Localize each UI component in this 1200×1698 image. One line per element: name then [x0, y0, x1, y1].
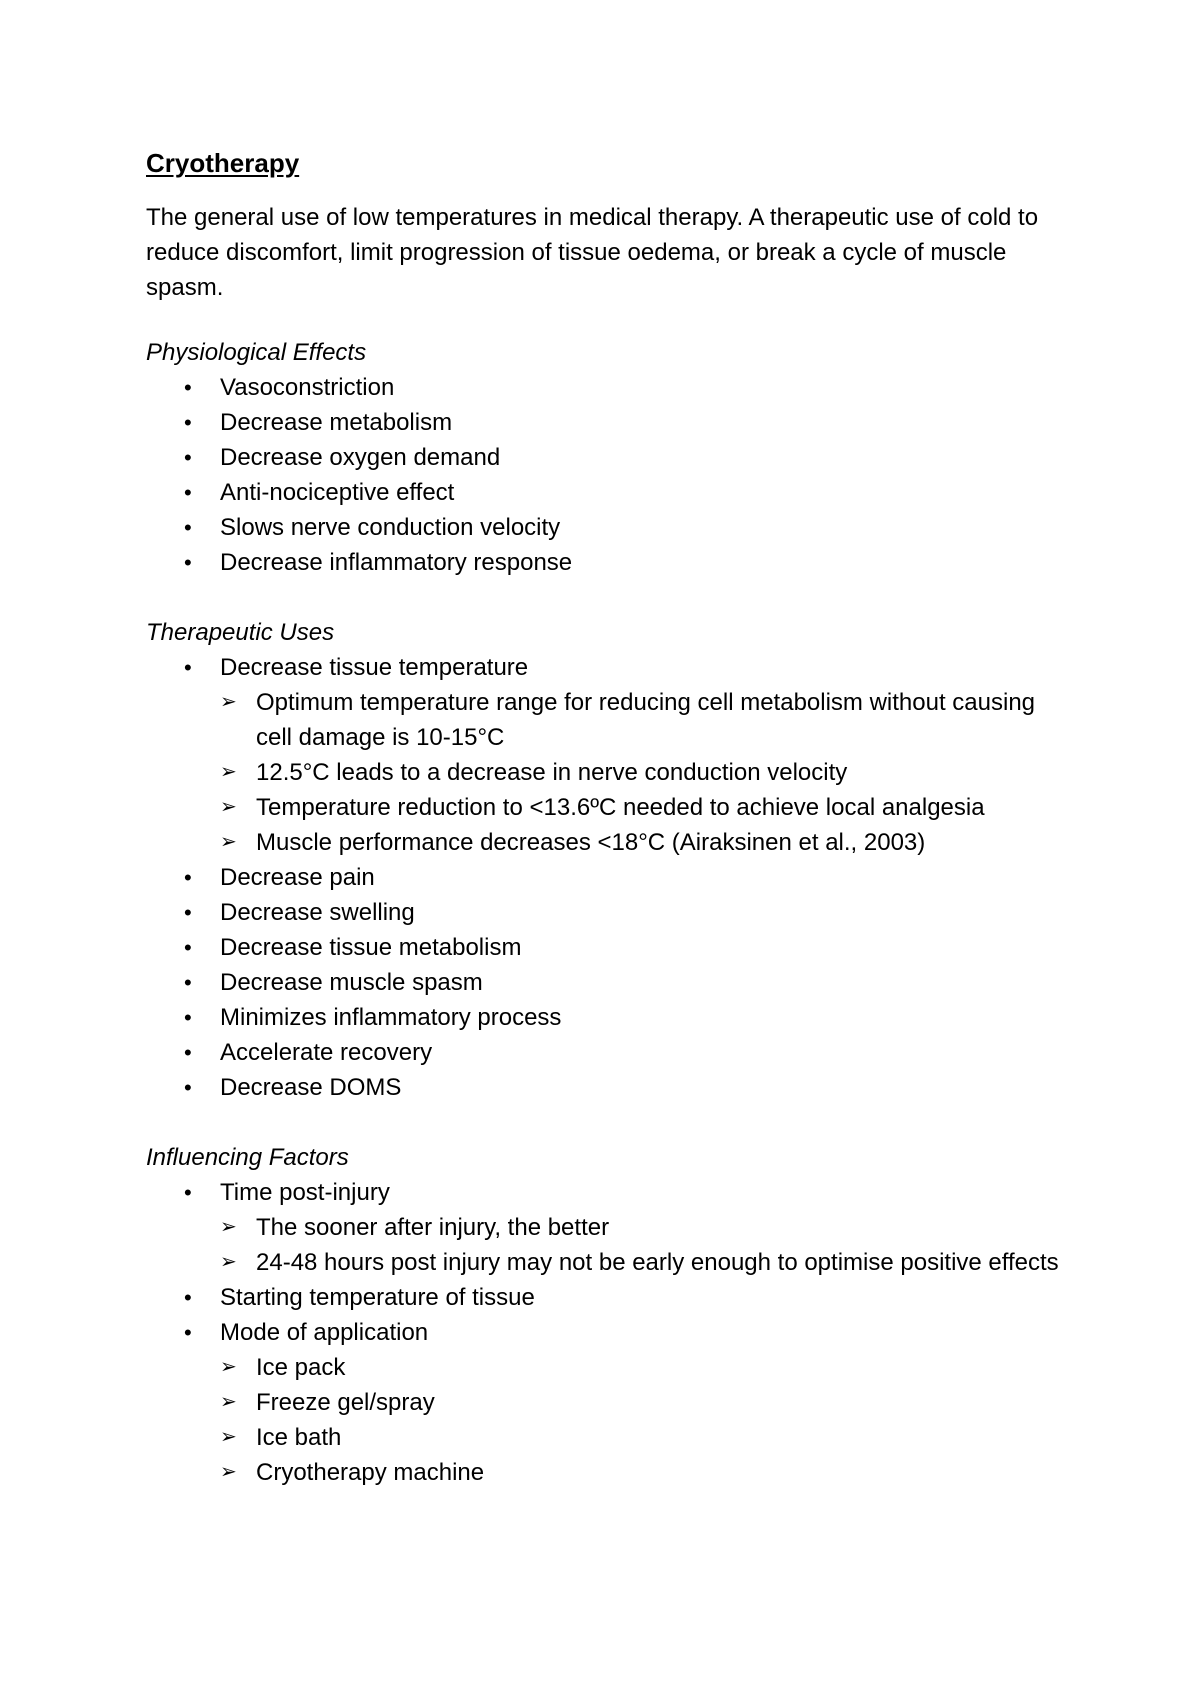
list-item	[146, 370, 1076, 405]
influencing-factors-sublist	[220, 1210, 1076, 1280]
list-item	[146, 440, 1076, 475]
bullet-icon: •	[184, 410, 192, 435]
arrow-bullet-icon: ➢	[220, 1251, 237, 1273]
sub-list-item	[146, 790, 1076, 825]
list-item-text: Decrease oxygen demand	[220, 444, 501, 471]
therapeutic-uses-sublist	[220, 685, 1076, 860]
list-item-text: Decrease tissue temperature	[220, 654, 529, 681]
bullet-icon: •	[184, 900, 192, 925]
arrow-bullet-icon: ➢	[220, 1216, 237, 1238]
list-item-text: Decrease pain	[220, 864, 375, 891]
list-item-text: Minimizes inflammatory process	[220, 1004, 562, 1031]
arrow-bullet-icon: ➢	[220, 761, 237, 783]
bullet-icon: •	[184, 1285, 192, 1310]
section-heading-physiological-effects: Physiological Effects	[146, 339, 367, 366]
bullet-icon: •	[184, 1075, 192, 1100]
document-page	[146, 146, 1076, 1490]
list-item	[146, 475, 1076, 510]
list-item-text: Slows nerve conduction velocity	[220, 514, 561, 541]
bullet-icon: •	[184, 865, 192, 890]
sub-list-item-text: 24-48 hours post injury may not be early enough to optimise positive effects	[256, 1249, 1059, 1276]
bullet-icon: •	[184, 655, 192, 680]
sub-list-item	[146, 1350, 1076, 1385]
sub-list-item-text: Ice bath	[256, 1424, 342, 1451]
list-item	[146, 895, 1076, 930]
list-item	[146, 1280, 1076, 1315]
section-spacer	[146, 580, 1076, 615]
sub-list-item	[146, 685, 1076, 755]
bullet-icon: •	[184, 515, 192, 540]
sub-list-item	[146, 1385, 1076, 1420]
bullet-icon: •	[184, 375, 192, 400]
sub-list-item-text: The sooner after injury, the better	[256, 1214, 610, 1241]
sub-list-item-text: Muscle performance decreases <18°C (Airaksinen et al., 2003)	[256, 829, 926, 856]
sub-list-item	[146, 1420, 1076, 1455]
section-heading-influencing-factors: Influencing Factors	[146, 1144, 349, 1171]
arrow-bullet-icon: ➢	[220, 691, 237, 713]
bullet-icon: •	[184, 1005, 192, 1030]
physiological-effects-list	[146, 370, 1076, 580]
sub-list-item-text: Optimum temperature range for reducing cell metabolism without causing cell damage is 10-15°C	[256, 689, 1036, 751]
sub-list-item-text: 12.5°C leads to a decrease in nerve conduction velocity	[256, 759, 848, 786]
arrow-bullet-icon: ➢	[220, 796, 237, 818]
arrow-bullet-icon: ➢	[220, 1391, 237, 1413]
list-item	[146, 930, 1076, 965]
sub-list-item	[146, 1455, 1076, 1490]
list-item-text: Decrease tissue metabolism	[220, 934, 522, 961]
list-item-text: Decrease metabolism	[220, 409, 453, 436]
list-item	[146, 1315, 1076, 1490]
list-item	[146, 1175, 1076, 1280]
list-item-text: Starting temperature of tissue	[220, 1284, 535, 1311]
list-item-text: Time post-injury	[220, 1179, 390, 1206]
list-item	[146, 405, 1076, 440]
sub-list-item	[146, 1210, 1076, 1245]
list-item-text: Decrease DOMS	[220, 1074, 402, 1101]
sub-list-item-text: Temperature reduction to <13.6ºC needed to achieve local analgesia	[256, 794, 985, 821]
sub-list-item	[146, 1245, 1076, 1280]
section-heading-therapeutic-uses: Therapeutic Uses	[146, 619, 335, 646]
list-item-text: Vasoconstriction	[220, 374, 395, 401]
list-item	[146, 1000, 1076, 1035]
list-item-text: Mode of application	[220, 1319, 429, 1346]
bullet-icon: •	[184, 1320, 192, 1345]
list-item-text: Accelerate recovery	[220, 1039, 433, 1066]
bullet-icon: •	[184, 1040, 192, 1065]
sub-list-item	[146, 825, 1076, 860]
bullet-icon: •	[184, 445, 192, 470]
bullet-icon: •	[184, 970, 192, 995]
arrow-bullet-icon: ➢	[220, 1426, 237, 1448]
list-item-text: Decrease swelling	[220, 899, 415, 926]
arrow-bullet-icon: ➢	[220, 1356, 237, 1378]
intro-paragraph: The general use of low temperatures in medical therapy. A therapeutic use of cold to reduce discomfort, limit progression of tissue oedema, or break a cycle of muscle spasm.	[146, 204, 1039, 301]
sub-list-item-text: Ice pack	[256, 1354, 346, 1381]
bullet-icon: •	[184, 480, 192, 505]
influencing-factors-list	[146, 1175, 1076, 1490]
bullet-icon: •	[184, 1180, 192, 1205]
sub-list-item	[146, 755, 1076, 790]
sub-list-item-text: Cryotherapy machine	[256, 1459, 485, 1486]
mode-of-application-sublist	[220, 1350, 1076, 1490]
therapeutic-uses-list	[146, 650, 1076, 1105]
arrow-bullet-icon: ➢	[220, 1461, 237, 1483]
list-item	[146, 545, 1076, 580]
page-title: Cryotherapy	[146, 148, 300, 178]
list-item	[146, 965, 1076, 1000]
section-spacer	[146, 1105, 1076, 1140]
list-item	[146, 510, 1076, 545]
list-item-text: Anti-nociceptive effect	[220, 479, 455, 506]
bullet-icon: •	[184, 550, 192, 575]
list-item	[146, 1070, 1076, 1105]
list-item-text: Decrease muscle spasm	[220, 969, 483, 996]
list-item-text: Decrease inflammatory response	[220, 549, 573, 576]
list-item	[146, 860, 1076, 895]
bullet-icon: •	[184, 935, 192, 960]
list-item	[146, 650, 1076, 860]
arrow-bullet-icon: ➢	[220, 831, 237, 853]
sub-list-item-text: Freeze gel/spray	[256, 1389, 435, 1416]
list-item	[146, 1035, 1076, 1070]
